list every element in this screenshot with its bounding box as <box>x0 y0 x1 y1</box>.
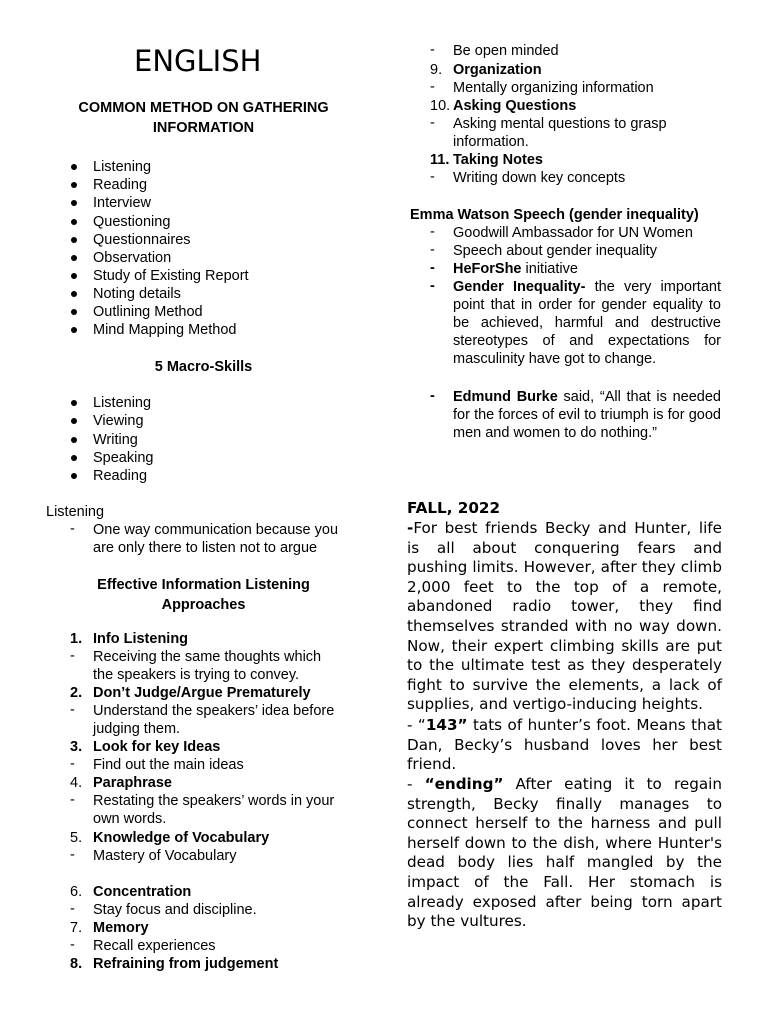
list-item: Observation <box>93 249 171 267</box>
approach-num: 7. <box>70 920 83 936</box>
bullet-icon <box>71 219 77 225</box>
dash-mark: - <box>430 115 435 131</box>
common-method-heading-line2: INFORMATION <box>152 120 255 136</box>
list-item: Study of Existing Report <box>93 267 249 285</box>
approach-num: 9. <box>430 62 443 78</box>
approach-desc: Receiving the same thoughts which <box>93 649 322 665</box>
emma-line2: Speech about gender inequality <box>453 243 657 259</box>
bullet-icon <box>71 291 77 297</box>
approach-num: 6. <box>70 884 83 900</box>
bullet-icon <box>71 455 77 461</box>
fall-heading: FALL, 2022 <box>407 499 501 517</box>
listening-label: Listening <box>46 504 105 520</box>
bullet-icon <box>71 255 77 261</box>
dash-mark: - <box>70 702 75 718</box>
approach-desc: Find out the main ideas <box>93 757 244 773</box>
dash-mark: - <box>70 847 75 863</box>
approach-num: 8. <box>70 956 83 972</box>
list-item: Reading <box>93 467 147 485</box>
listening-desc-line1: One way communication because you <box>93 522 339 538</box>
dash-mark: - <box>70 521 75 537</box>
approach-desc: Understand the speakers’ idea before <box>93 703 335 719</box>
approach-desc: Mentally organizing information <box>453 80 654 96</box>
page-title: ENGLISH <box>134 44 262 78</box>
bullet-icon <box>71 164 77 170</box>
approach-title: Memory <box>93 920 149 936</box>
approach-title: Taking Notes <box>453 152 543 168</box>
approach-num: 11. <box>430 152 450 168</box>
bullet-icon <box>71 418 77 424</box>
dash-mark: - <box>430 224 435 240</box>
list-item: Outlining Method <box>93 303 203 321</box>
bullet-icon <box>71 237 77 243</box>
macro-skills-heading: 5 Macro-Skills <box>154 359 253 375</box>
approach-desc: Mastery of Vocabulary <box>93 848 237 864</box>
list-item: Reading <box>93 176 147 194</box>
listening-desc-line2: are only there to listen not to argue <box>93 540 318 556</box>
list-item: Speaking <box>93 449 153 467</box>
emma-gender: Gender Inequality- the very important point that in order for gender equality to be achieved, harmful and destructive stereotypes of and expectations for masculinity have got to change. <box>453 279 721 367</box>
emma-heading: Emma Watson Speech (gender inequality) <box>410 207 699 223</box>
list-item: Listening <box>93 158 151 176</box>
bullet-icon <box>71 200 77 206</box>
approach-desc: the speakers is trying to convey. <box>93 667 300 683</box>
approach-desc: Recall experiences <box>93 938 216 954</box>
list-item: Questionnaires <box>93 231 191 249</box>
common-method-heading-line1: COMMON METHOD ON GATHERING <box>78 100 329 116</box>
list-item: Writing <box>93 431 138 449</box>
approach-title: Asking Questions <box>453 98 577 114</box>
approach-desc: Writing down key concepts <box>453 170 626 186</box>
fall-ending-note: - “ending” After eating it to regain strength, Becky finally manages to connect herself to the harness and pull herself down to the dish, where Hunter's dead body lies half mangled by the impact of the Fall. Her stomach is already exposed after being torn apart by the vultures. <box>407 775 722 931</box>
emma-line1: Goodwill Ambassador for UN Women <box>453 225 693 241</box>
dash-mark: - <box>430 79 435 95</box>
dash-mark: - <box>70 937 75 953</box>
list-item: Listening <box>93 394 151 412</box>
bullet-icon <box>71 273 77 279</box>
bullet-icon <box>71 327 77 333</box>
bullet-icon <box>71 182 77 188</box>
dash-mark: - <box>430 42 435 58</box>
approaches-heading <box>46 575 361 615</box>
dash-mark: - <box>430 388 435 404</box>
common-method-heading <box>46 98 361 138</box>
list-item: Viewing <box>93 412 144 430</box>
dash-mark: - <box>430 169 435 185</box>
approach-title: Concentration <box>93 884 192 900</box>
list-item: Mind Mapping Method <box>93 321 236 339</box>
approach-title: Refraining from judgement <box>93 956 279 972</box>
bullet-icon <box>71 400 77 406</box>
approach-desc: judging them. <box>93 721 181 737</box>
emma-burke: Edmund Burke said, “All that is needed for the forces of evil to triumph is for good men and women to do nothing.” <box>453 389 721 441</box>
approach-title: Info Listening <box>93 631 189 647</box>
approach-desc: Restating the speakers’ words in your <box>93 793 335 809</box>
list-item: Noting details <box>93 285 181 303</box>
dash-mark: - <box>430 278 435 294</box>
dash-mark: - <box>70 756 75 772</box>
approach-title: Look for key Ideas <box>93 739 221 755</box>
bullet-icon <box>71 473 77 479</box>
approach-desc: own words. <box>93 811 167 827</box>
list-item: Interview <box>93 194 151 212</box>
approach-desc: Asking mental questions to grasp <box>453 116 667 132</box>
approach-desc: Be open minded <box>453 43 559 59</box>
list-item: Questioning <box>93 213 170 231</box>
approach-title: Knowledge of Vocabulary <box>93 830 270 846</box>
dash-mark: - <box>70 648 75 664</box>
dash-mark: - <box>70 792 75 808</box>
bullet-icon <box>71 309 77 315</box>
dash-mark: - <box>430 242 435 258</box>
approach-num: 10. <box>430 98 451 114</box>
approach-num: 1. <box>70 631 83 647</box>
approach-title: Don’t Judge/Argue Prematurely <box>93 685 311 701</box>
approach-num: 2. <box>70 685 83 701</box>
approach-title: Organization <box>453 62 542 78</box>
bullet-icon <box>71 437 77 443</box>
approach-title: Paraphrase <box>93 775 172 791</box>
approach-num: 5. <box>70 830 83 846</box>
fall-synopsis: -For best friends Becky and Hunter, life is all about conquering fears and pushing limits. However, after they climb 2,000 feet to the top of a remote, abandoned radio tower, they find themselves stranded with no way down. Now, their expert climbing skills are put to the ultimate test as they desperately fight to survive the elements, a lack of supplies, and vertigo-inducing heights. <box>407 519 722 714</box>
approach-num: 4. <box>70 775 83 791</box>
approach-num: 3. <box>70 739 83 755</box>
approach-desc: information. <box>453 134 529 150</box>
approaches-heading-line1: Effective Information Listening <box>97 577 310 593</box>
dash-mark: - <box>430 260 435 276</box>
dash-mark: - <box>70 901 75 917</box>
approaches-heading-line2: Approaches <box>161 597 246 613</box>
emma-heforshe: HeForShe initiative <box>453 261 578 277</box>
fall-143-note: - “143” tats of hunter’s foot. Means that Dan, Becky’s husband loves her best friend. <box>407 716 722 774</box>
approach-desc: Stay focus and discipline. <box>93 902 257 918</box>
